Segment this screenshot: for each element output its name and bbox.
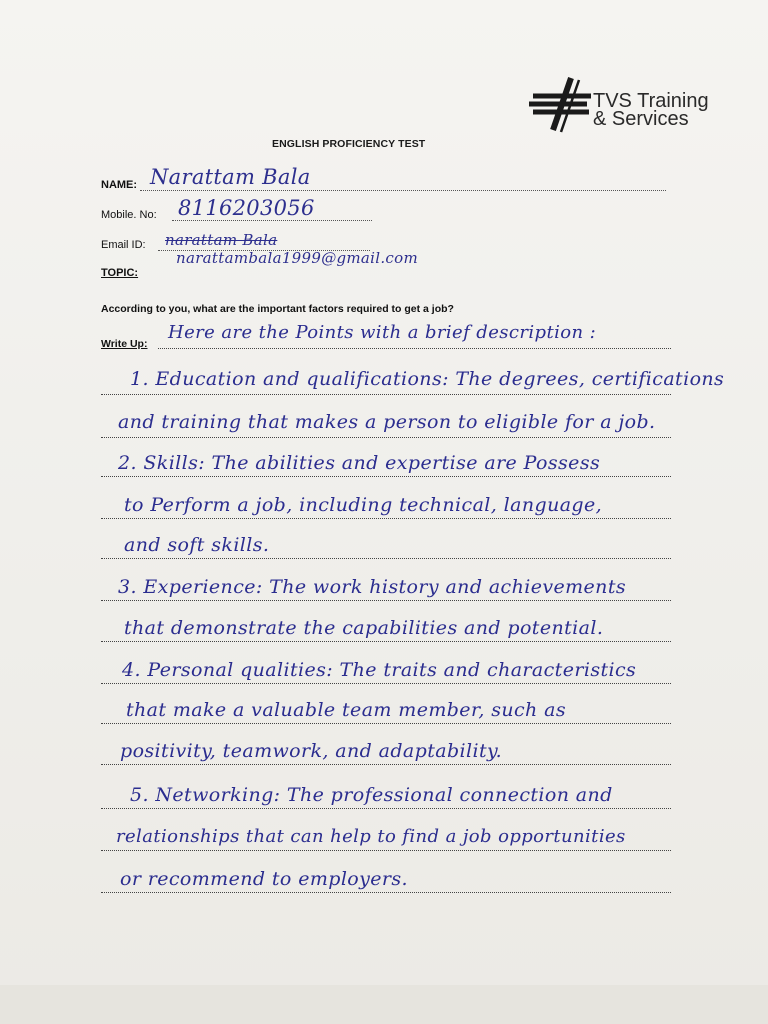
name-underline	[140, 190, 666, 191]
ruled-line	[101, 437, 671, 438]
question-text: According to you, what are the important factors required to get a job?	[101, 303, 454, 315]
ruled-line	[158, 348, 671, 349]
answer-line: 3. Experience: The work history and achievements	[118, 576, 627, 598]
tvs-logo	[527, 74, 727, 134]
ruled-line	[101, 476, 671, 477]
writeup-label: Write Up:	[101, 338, 148, 350]
answer-line: to Perform a job, including technical, language,	[124, 494, 603, 516]
ruled-line	[101, 892, 671, 893]
tvs-logo-mark-icon	[527, 74, 597, 134]
ruled-line	[101, 808, 671, 809]
answer-line: positivity, teamwork, and adaptability.	[120, 740, 503, 762]
ruled-line	[101, 600, 671, 601]
mobile-label: Mobile. No:	[101, 209, 157, 221]
answer-line: 4. Personal qualities: The traits and characteristics	[122, 659, 637, 681]
answer-line: relationships that can help to find a job opportunities	[116, 826, 626, 847]
mobile-underline	[172, 220, 372, 221]
topic-label: TOPIC:	[101, 267, 139, 279]
answer-line: or recommend to employers.	[120, 868, 408, 890]
answer-line: that make a valuable team member, such as	[126, 699, 567, 721]
ruled-line	[101, 558, 671, 559]
ruled-line	[101, 683, 671, 684]
ruled-line	[101, 641, 671, 642]
answer-line: 1. Education and qualifications: The degrees, certifications	[130, 368, 725, 390]
email-label: Email ID:	[101, 239, 146, 251]
ruled-line	[101, 723, 671, 724]
page-bottom-fold	[0, 985, 768, 1024]
ruled-line	[101, 394, 671, 395]
logo-text-line2: & Services	[593, 108, 689, 130]
answer-line: and training that makes a person to eligible for a job.	[118, 411, 656, 433]
name-value: Narattam Bala	[150, 165, 311, 189]
email-value: narattambala1999@gmail.com	[176, 249, 418, 267]
name-label: NAME:	[101, 179, 138, 191]
logo-text-line1: TVS Training	[593, 90, 709, 112]
ruled-line	[101, 850, 671, 851]
answer-line: 5. Networking: The professional connection and	[130, 784, 613, 806]
ruled-line	[101, 518, 671, 519]
page-title: ENGLISH PROFICIENCY TEST	[272, 138, 426, 150]
email-struck-value: narattam Bala	[165, 231, 278, 249]
ruled-line	[101, 764, 671, 765]
answer-line: Here are the Points with a brief description :	[168, 322, 597, 343]
answer-line: 2. Skills: The abilities and expertise are Possess	[118, 452, 601, 474]
answer-line: that demonstrate the capabilities and potential.	[124, 617, 604, 639]
answer-line: and soft skills.	[124, 534, 270, 556]
mobile-value: 8116203056	[178, 196, 315, 220]
